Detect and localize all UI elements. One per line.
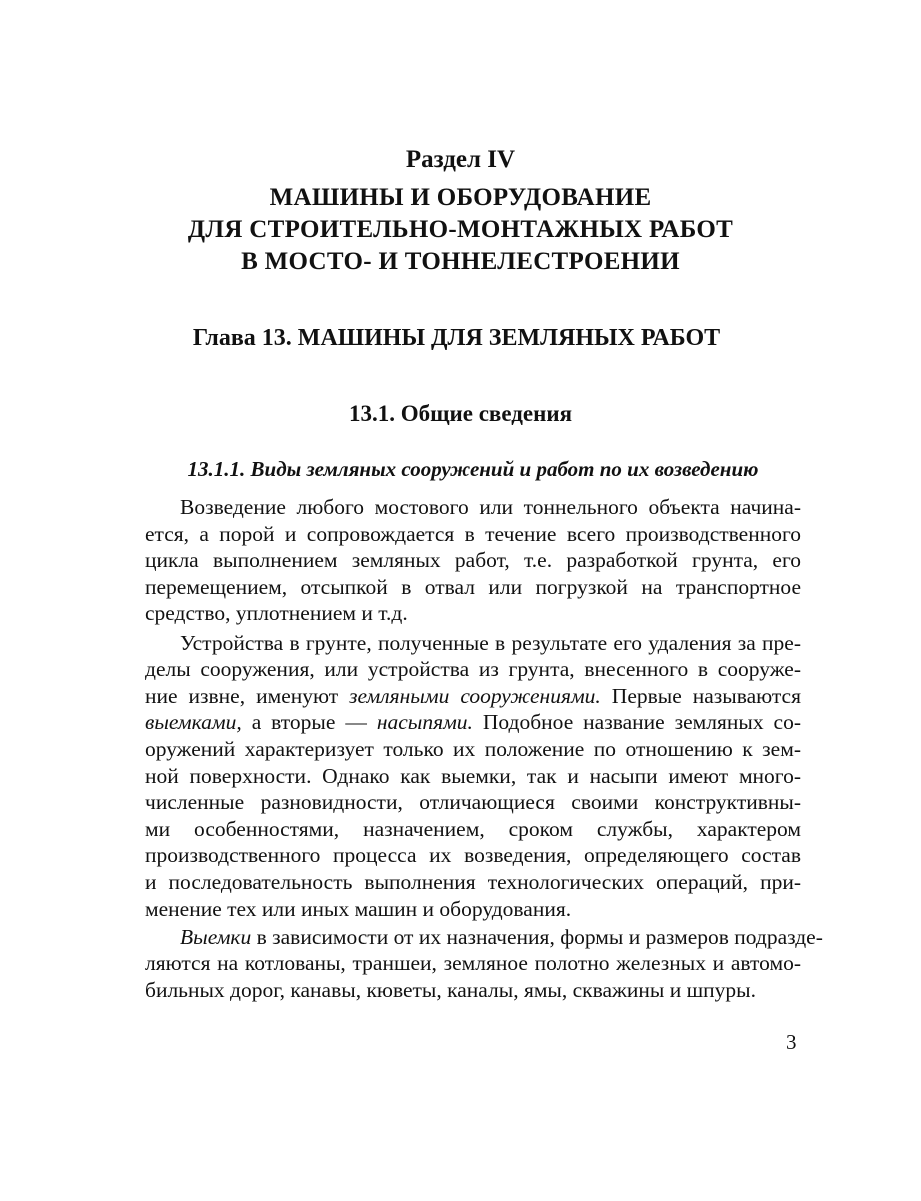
text-segment: оружений характеризует только их положение по отношению к зем- bbox=[145, 736, 801, 761]
text-segment: ной поверхности. Однако как выемки, так и насыпи имеют много- bbox=[145, 763, 801, 788]
text-line bbox=[145, 574, 801, 600]
text-segment: менение тех или иных машин и оборудования. bbox=[145, 896, 572, 921]
text-line bbox=[145, 816, 801, 842]
text-segment: Устройства в грунте, полученные в результате его удаления за пре- bbox=[180, 630, 801, 655]
text-line bbox=[145, 763, 801, 789]
text-segment: бильных дорог, канавы, кюветы, каналы, ямы, скважины и шпуры. bbox=[145, 977, 756, 1002]
text-segment: производственного процесса их возведения, определяющего состав bbox=[145, 843, 801, 868]
text-line bbox=[145, 896, 801, 922]
text-segment: в зависимости от их назначения, формы и размеров подразде- bbox=[251, 924, 823, 949]
page-number: 3 bbox=[786, 1030, 797, 1054]
text-line bbox=[145, 709, 801, 735]
text-line bbox=[145, 600, 801, 626]
text-segment: средство, уплотнением и т.д. bbox=[145, 601, 408, 626]
text-line bbox=[180, 494, 801, 520]
section-title: 13.1. Общие сведения bbox=[348, 401, 573, 426]
text-segment: цикла выполнением земляных работ, т.е. разработкой грунта, его bbox=[145, 548, 801, 573]
text-segment: ляются на котлованы, траншеи, земляное полотно железных и автомо- bbox=[145, 951, 801, 976]
text-segment: и последовательность выполнения технологических операций, при- bbox=[145, 869, 801, 894]
text-segment: ние извне, именуют bbox=[145, 683, 350, 708]
text-segment: Подобное название земляных со- bbox=[472, 710, 801, 735]
text-segment: ется, а порой и сопровождается в течение всего производственного bbox=[145, 521, 801, 546]
text-segment: Возведение любого мостового или тоннельного объекта начина- bbox=[180, 495, 801, 519]
part-title-line: В МОСТО- И ТОННЕЛЕСТРОЕНИИ bbox=[241, 248, 680, 275]
text-line bbox=[145, 789, 801, 815]
italic-term: земляными сооружениями. bbox=[349, 683, 601, 708]
text-line bbox=[145, 683, 801, 709]
text-line bbox=[145, 547, 801, 573]
text-segment: делы сооружения, или устройства из грунта, внесенного в сооруже- bbox=[145, 657, 801, 682]
text-line bbox=[145, 656, 801, 682]
text-segment: ми особенностями, назначением, сроком службы, характером bbox=[145, 816, 801, 841]
text-line bbox=[145, 950, 801, 976]
italic-term: выемками, bbox=[145, 710, 242, 735]
text-segment: численные разновидности, отличающиеся своими конструктивны- bbox=[145, 790, 801, 815]
text-line bbox=[145, 521, 801, 547]
text-line bbox=[145, 977, 801, 1003]
italic-term: насыпями. bbox=[376, 710, 473, 735]
text-line bbox=[145, 869, 801, 895]
part-title-line: МАШИНЫ И ОБОРУДОВАНИЕ bbox=[269, 184, 652, 211]
part-title-line: ДЛЯ СТРОИТЕЛЬНО-МОНТАЖНЫХ РАБОТ bbox=[187, 216, 734, 243]
text-segment: а вторые — bbox=[241, 710, 377, 735]
text-line bbox=[180, 924, 823, 950]
text-line bbox=[145, 736, 801, 762]
text-line bbox=[145, 842, 801, 868]
chapter-title: Глава 13. МАШИНЫ ДЛЯ ЗЕМЛЯНЫХ РАБОТ bbox=[192, 325, 721, 351]
subsection-title: 13.1.1. Виды земляных сооружений и работ по их возведению bbox=[187, 457, 759, 481]
text-segment: перемещением, отсыпкой в отвал или погрузкой на транспортное bbox=[145, 574, 801, 599]
text-line bbox=[180, 630, 801, 656]
part-label: Раздел IV bbox=[405, 146, 516, 173]
italic-term: Выемки bbox=[180, 924, 252, 949]
text-segment: Первые называются bbox=[600, 683, 801, 708]
